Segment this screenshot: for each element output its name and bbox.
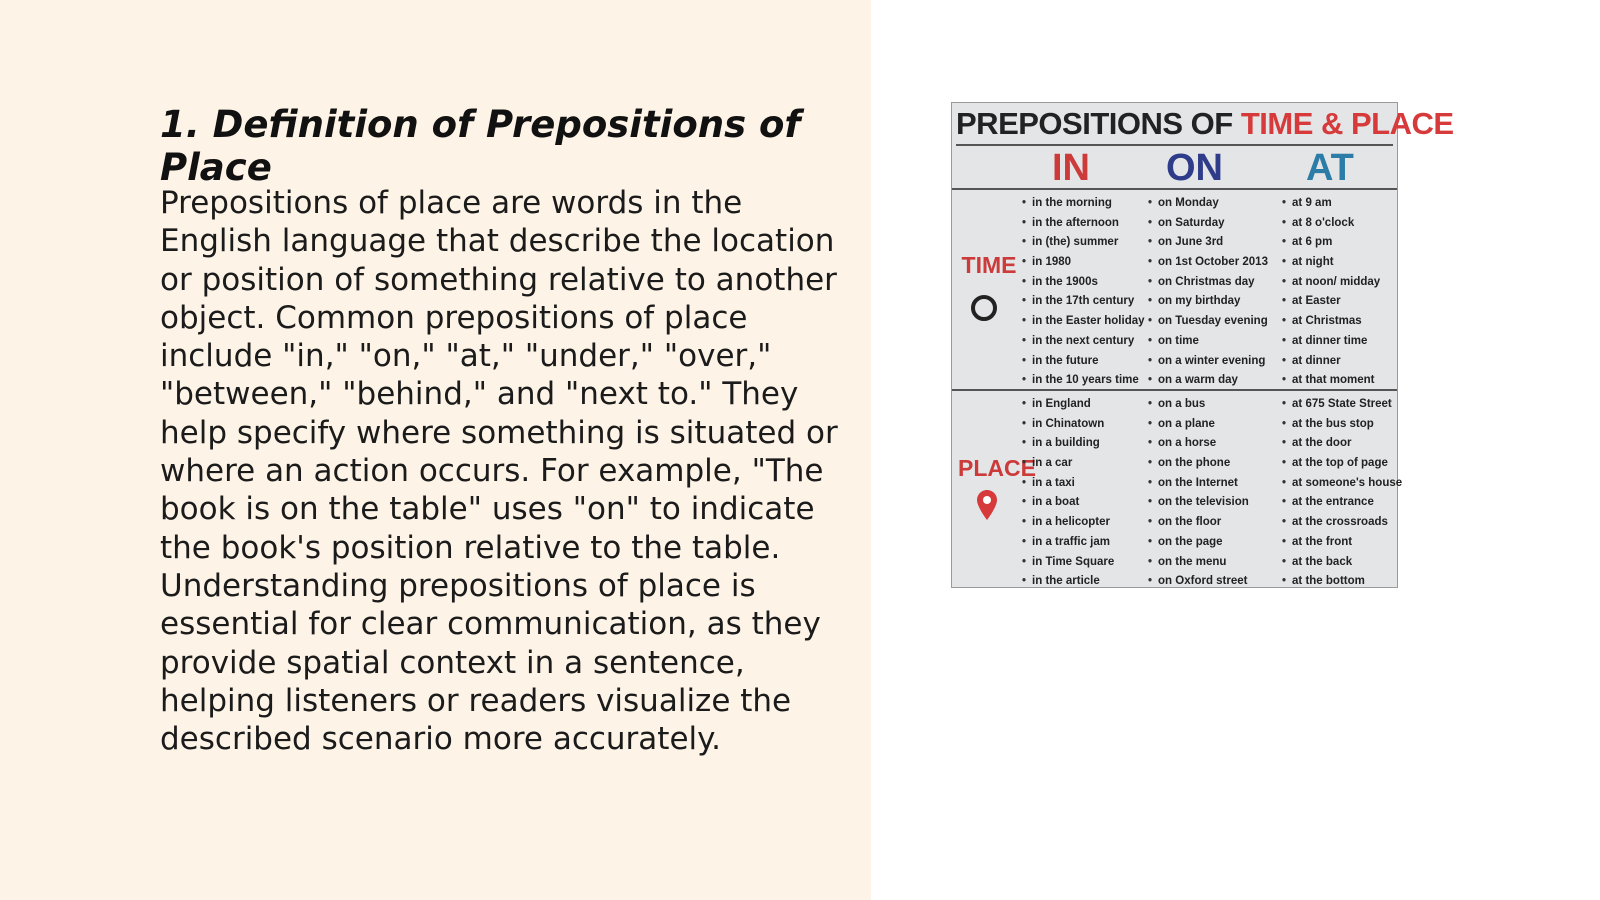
list-item: • at 9 am xyxy=(1282,194,1380,214)
list-item: • on time xyxy=(1148,332,1268,352)
list-item: • at someone's house xyxy=(1282,474,1402,494)
list-item: • in a car xyxy=(1022,454,1114,474)
list-item: • on Oxford street xyxy=(1148,572,1249,592)
list-item: • on Saturday xyxy=(1148,214,1268,234)
list-item: • on June 3rd xyxy=(1148,233,1268,253)
place-section xyxy=(952,391,1403,590)
place-label: PLACE xyxy=(958,455,1036,481)
list-item: • on a bus xyxy=(1148,395,1249,415)
list-item: • in Chinatown xyxy=(1022,415,1114,435)
column-header-on: ON xyxy=(1166,147,1223,189)
list-item: • at dinner time xyxy=(1282,332,1380,352)
list-item: • in a building xyxy=(1022,434,1114,454)
infographic-column-headers xyxy=(952,146,1397,190)
time-on-list xyxy=(1148,194,1268,391)
list-item: • at 675 State Street xyxy=(1282,395,1402,415)
time-at-list xyxy=(1282,194,1380,391)
prepositions-infographic xyxy=(951,102,1454,588)
place-at-list xyxy=(1282,395,1402,592)
time-section xyxy=(952,190,1397,391)
list-item: • on a winter evening xyxy=(1148,352,1268,372)
list-item: • on my birthday xyxy=(1148,292,1268,312)
place-in-list xyxy=(1022,395,1114,592)
list-item: • at the entrance xyxy=(1282,493,1402,513)
list-item: • on Monday xyxy=(1148,194,1268,214)
map-pin-icon xyxy=(977,490,997,520)
list-item: • in the future xyxy=(1022,352,1145,372)
list-item: • in the Easter holiday xyxy=(1022,312,1145,332)
list-item: • at the crossroads xyxy=(1282,513,1402,533)
list-item: • on a horse xyxy=(1148,434,1249,454)
list-item: • at the top of page xyxy=(1282,454,1402,474)
list-item: • at night xyxy=(1282,253,1380,273)
list-item: • in 1980 xyxy=(1022,253,1145,273)
list-item: • at the bus stop xyxy=(1282,415,1402,435)
list-item: • at Easter xyxy=(1282,292,1380,312)
list-item: • on the Internet xyxy=(1148,474,1249,494)
list-item: • on the page xyxy=(1148,533,1249,553)
list-item: • at dinner xyxy=(1282,352,1380,372)
list-item: • in a traffic jam xyxy=(1022,533,1114,553)
list-item: • on a warm day xyxy=(1148,371,1268,391)
slide-heading: 1. Definition of Prepositions of Place xyxy=(160,103,801,189)
infographic-title xyxy=(956,103,1454,146)
time-in-list xyxy=(1022,194,1145,391)
list-item: • in the 17th century xyxy=(1022,292,1145,312)
list-item: • in the 1900s xyxy=(1022,273,1145,293)
clock-icon xyxy=(971,295,997,321)
list-item: • in the morning xyxy=(1022,194,1145,214)
list-item: • at the back xyxy=(1282,553,1402,573)
list-item: • in the article xyxy=(1022,572,1114,592)
list-item: • at the door xyxy=(1282,434,1402,454)
list-item: • on a plane xyxy=(1148,415,1249,435)
list-item: • in the 10 years time xyxy=(1022,371,1145,391)
list-item: • in (the) summer xyxy=(1022,233,1145,253)
column-header-at: AT xyxy=(1306,147,1354,189)
list-item: • in a helicopter xyxy=(1022,513,1114,533)
infographic-title-part1: PREPOSITIONS OF xyxy=(956,106,1233,141)
list-item: • in Time Square xyxy=(1022,553,1114,573)
time-label: TIME xyxy=(961,252,1017,278)
list-item: • at 6 pm xyxy=(1282,233,1380,253)
list-item: • in a taxi xyxy=(1022,474,1114,494)
column-header-in: IN xyxy=(1052,147,1090,189)
list-item: • in England xyxy=(1022,395,1114,415)
list-item: • on 1st October 2013 xyxy=(1148,253,1268,273)
list-item: • in a boat xyxy=(1022,493,1114,513)
list-item: • at Christmas xyxy=(1282,312,1380,332)
list-item: • on the floor xyxy=(1148,513,1249,533)
infographic-title-part2: TIME & PLACE xyxy=(1240,106,1454,141)
list-item: • on the phone xyxy=(1148,454,1249,474)
list-item: • on Tuesday evening xyxy=(1148,312,1268,332)
list-item: • at noon/ midday xyxy=(1282,273,1380,293)
slide-body-text: Prepositions of place are words in the English language that describe the location or position of something relative to another object. Common prepositions of place include "in," "on," "at," "under," "over," "between," "behind," and "next to." They help specify where something is situated or where an action occurs. For example, "The book is on the table" uses "on" to indicate the book's position relative to the table. Understanding prepositions of place is essential for clear communication, as they provide spatial context in a sentence, helping listeners or readers visualize the described scenario more accurately. xyxy=(160,185,838,758)
list-item: • at the bottom xyxy=(1282,572,1402,592)
list-item: • at the front xyxy=(1282,533,1402,553)
list-item: • in the afternoon xyxy=(1022,214,1145,234)
list-item: • on the television xyxy=(1148,493,1249,513)
list-item: • on Christmas day xyxy=(1148,273,1268,293)
list-item: • in the next century xyxy=(1022,332,1145,352)
list-item: • at 8 o'clock xyxy=(1282,214,1380,234)
list-item: • at that moment xyxy=(1282,371,1380,391)
list-item: • on the menu xyxy=(1148,553,1249,573)
place-on-list xyxy=(1148,395,1249,592)
